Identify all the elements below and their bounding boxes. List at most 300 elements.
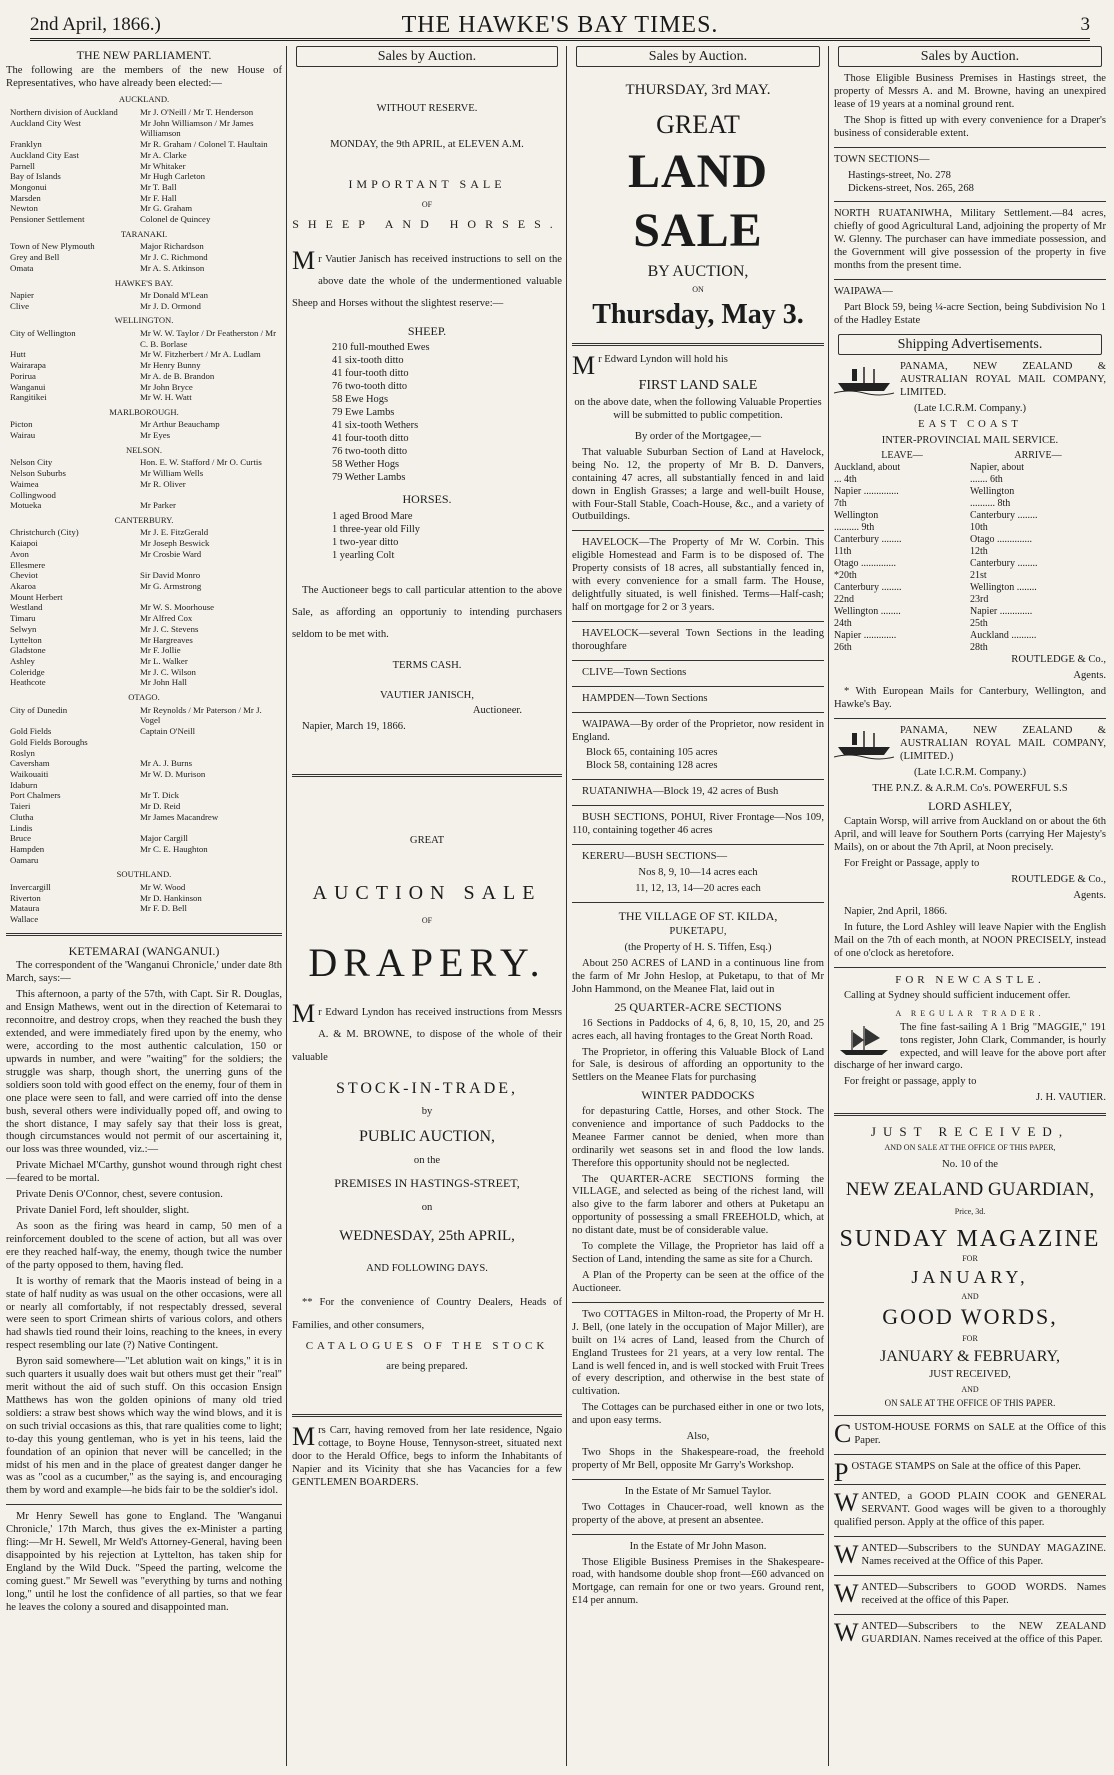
- electorate: Town of New Plymouth: [10, 241, 95, 252]
- freight-apply: For Freight or Passage, apply to: [844, 858, 980, 870]
- newspaper-title: THE HAWKE'S BAY TIMES.: [401, 12, 719, 38]
- electorate: Waimea: [10, 478, 39, 489]
- electorate: Parnell: [10, 160, 35, 171]
- leave-label: LEAVE—: [881, 450, 923, 462]
- member-row: [6, 193, 282, 204]
- divider: [572, 621, 824, 622]
- members-list: [6, 94, 282, 924]
- member-name: [140, 592, 282, 603]
- member-name: Colonel de Quincey: [140, 214, 211, 225]
- leave-row: Wellington ........ 24th: [834, 606, 901, 630]
- waipawa-blocks: [586, 747, 824, 773]
- member-name: Hon. E. W. Stafford / Mr O. Curtis: [140, 457, 262, 468]
- paddock-sections: 16 Sections in Paddocks of 4, 6, 8, 10, 15, 20, and 25 acres each, all having frontages to the Great North Road.: [572, 1017, 824, 1042]
- region-heading: WELLINGTON.: [114, 315, 174, 326]
- acres-text: About 250 ACRES of LAND in a continuous line from the farm of Mr John Heslop, at Puketapu, to that of Mr John Hammond, on the Meanee Flat, laid out in: [572, 958, 824, 996]
- member-name: Mr James Macandrew: [140, 811, 219, 822]
- electorate: Gold Fields Boroughs: [10, 736, 88, 747]
- divider: [834, 967, 1106, 968]
- member-name: Mr William Wells: [140, 468, 204, 479]
- price: Price, 3d.: [954, 1206, 986, 1216]
- signature: VAUTIER JANISCH,: [380, 689, 474, 701]
- and-label-2: AND: [961, 1385, 979, 1395]
- also-label: Also,: [686, 1431, 710, 1443]
- electorate: Auckland City West: [10, 117, 81, 128]
- column-4: [834, 46, 1106, 1766]
- member-row: [6, 613, 282, 624]
- no-10: No. 10 of the: [942, 1158, 998, 1170]
- member-name: [140, 780, 282, 791]
- electorate: Taieri: [10, 801, 31, 812]
- divider: [572, 660, 824, 661]
- horse-item: 1 yearling Colt: [332, 549, 395, 561]
- sheep-item: 58 Ewe Hogs: [332, 394, 388, 406]
- member-row: [6, 602, 282, 613]
- electorate: Grey and Bell: [10, 252, 60, 263]
- member-name: Mr W. H. Watt: [140, 392, 192, 403]
- member-name: Sir David Monro: [140, 570, 201, 581]
- for-newcastle: FOR NEWCASTLE.: [895, 973, 1045, 986]
- member-row: [6, 203, 282, 214]
- mason-text: Those Eligible Business Premises in the Shakespeare-road, with handsome double shop front—£60 advanced on Mortgage, can remain for one or two years. Ground rent, £14 per annum.: [572, 1556, 824, 1607]
- mason-estate: In the Estate of Mr John Mason.: [629, 1540, 767, 1552]
- member-name: Mr Reynolds / Mr Paterson / Mr J. Vogel: [140, 704, 262, 726]
- arrive-row: Otago .............. 12th: [970, 534, 1032, 558]
- column-divider: [828, 46, 829, 1766]
- electorate: Bruce: [10, 833, 32, 844]
- sheep-item: 41 four-tooth ditto: [332, 433, 409, 445]
- divider: [834, 1113, 1106, 1116]
- electorate: Gold Fields: [10, 726, 52, 737]
- sales-header: Sales by Auction.: [838, 46, 1102, 67]
- electorate: Christchurch (City): [10, 527, 79, 538]
- member-name: Major Cargill: [140, 833, 188, 844]
- divider: [6, 933, 282, 936]
- electorate: Marsden: [10, 192, 41, 203]
- sales-header: Sales by Auction.: [296, 46, 558, 67]
- country-dealers-note: ** For the convenience of Country Dealers, Heads of Families, and other consumers,: [292, 1297, 562, 1331]
- divider: [572, 805, 824, 806]
- january: JANUARY,: [911, 1266, 1029, 1287]
- arrive-column: [970, 462, 1106, 654]
- ketemarai-paragraph: This afternoon, a party of the 57th, with Capt. Sir R. Douglas, and Ensign Mathews, went out in the direction of Ketemarai to reconnoitre, and destroy crops, when they reached the bush they extended, and were immediately fired upon by the enemy, who were, according to the most authentic calculation, 150 or upwards in number, and were "waiting" for the soldiers; the struggle was sharp, though short, the unerring guns of the soldiers soon told with good effect on the enemy, four of them in one place were seen to fall, and were carried off into the dense bush, several others were individually poped off, and owing to the short distance, I may safely say that their loss is great, though circumstances would not permit of our ascertaining it, our loss was three wounded, viz.:—: [6, 989, 282, 1156]
- sewell-paragraph: Mr Henry Sewell has gone to England. The 'Wanganui Chronicle,' 17th March, thus gives the ex-Minister a parting fling:—Mr H. Sewell, Mr Weld's Attorney-General, having been disappointed by his rejection at Lyttelton, has taken ship for England by the Wild Duck. "Speed the parting, welcome the coming guest." Mr Sewell was "everything by turns and nothing long," until he lost the confidence of all parties, so that we fear he leaves the colony a soured and disappointed man.: [6, 1511, 282, 1613]
- havelock-corbin: HAVELOCK—The Property of Mr W. Corbin. This eligible Homestead and Farm is to be disposed of. The Property consists of 18 acres, all substantially fenced in, with every convenience for a small farm. The House, delightfully situated, is well finished. Terms—Half-cash; half on mortgage for 2 or 3 years.: [572, 537, 824, 613]
- member-name: Mr J. D. Ormond: [140, 300, 201, 311]
- arrive-row: Wellington ........ 23rd: [970, 582, 1037, 606]
- member-name: Mr Hargreaves: [140, 634, 193, 645]
- member-row: [6, 893, 282, 904]
- member-name: [140, 560, 282, 571]
- electorate: Cheviot: [10, 570, 38, 581]
- schedule-table: [834, 462, 1106, 654]
- regular-trader: A REGULAR TRADER.: [895, 1008, 1045, 1018]
- member-name: [140, 737, 282, 748]
- postage-stamps: POSTAGE STAMPS on Sale at the office of this Paper.: [834, 1457, 1081, 1487]
- electorate: Motueka: [10, 500, 42, 511]
- sheep-item: 210 full-mouthed Ewes: [332, 342, 430, 354]
- sheep-item: 76 two-tooth ditto: [332, 446, 408, 458]
- masthead: [30, 10, 1090, 41]
- member-row: [6, 844, 282, 855]
- member-row: [6, 214, 282, 225]
- member-name: [140, 748, 282, 759]
- divider: [834, 201, 1106, 202]
- column-3: [572, 46, 824, 1766]
- freight-apply-2: For freight or passage, apply to: [844, 1076, 977, 1088]
- member-name: Mr T. Ball: [140, 181, 177, 192]
- divider: [292, 774, 562, 777]
- sheep-item: 79 Wether Lambs: [332, 472, 406, 484]
- member-row: [6, 737, 282, 748]
- plan-text: A Plan of the Property can be seen at the office of the Auctioneer.: [572, 1269, 824, 1294]
- member-row: [6, 479, 282, 490]
- member-row: [6, 635, 282, 646]
- divider: [572, 844, 824, 845]
- member-row: [6, 914, 282, 925]
- member-row: [6, 624, 282, 635]
- member-row: [6, 882, 282, 893]
- member-name: Mr R. Graham / Colonel T. Haultain: [140, 139, 268, 150]
- waipawa-block: Part Block 59, being ¼-acre Section, being Subdivision No 1 of the Hadley Estate: [834, 301, 1106, 326]
- electorate: Port Chalmers: [10, 790, 61, 801]
- future-text: In future, the Lord Ashley will leave Napier with the English Mail on the 7th of each month, at NOON PRECISELY, instead of one o'clock as heretofore.: [834, 921, 1106, 959]
- electorate: Invercargill: [10, 881, 51, 892]
- electorate: Napier: [10, 289, 34, 300]
- member-row: [6, 360, 282, 371]
- winter-body: for depasturing Cattle, Horses, and other Stock. The convenience and importance of such Paddocks to the Meanee Farmer cannot be denied, when more than ordinarily wet seasons set in and flood the low lands. Therefore this opportunity should not be neglected.: [572, 1105, 824, 1169]
- member-row: [6, 161, 282, 172]
- electorate: Mongonui: [10, 181, 47, 192]
- member-row: [6, 301, 282, 312]
- signature-place: Napier, March 19, 1866.: [302, 721, 406, 733]
- jan-feb: JANUARY & FEBRUARY,: [879, 1347, 1061, 1365]
- divider: [6, 1504, 282, 1505]
- member-row: [6, 263, 282, 274]
- member-name: Mr G. Graham: [140, 203, 193, 214]
- leave-column: [834, 462, 970, 654]
- electorate: Nelson City: [10, 457, 53, 468]
- member-row: [6, 490, 282, 501]
- leave-row: Napier .............. 7th: [834, 486, 899, 510]
- member-row: [6, 290, 282, 301]
- by-label: by: [421, 1106, 433, 1118]
- member-row: [6, 560, 282, 571]
- column-1: [6, 46, 282, 1766]
- region-heading: CANTERBURY.: [114, 514, 174, 525]
- catalogues: CATALOGUES OF THE STOCK: [305, 1339, 549, 1352]
- horse-item: 1 three-year old Filly: [332, 523, 421, 535]
- member-name: Mr W. Fitzherbert / Mr A. Ludlam: [140, 349, 261, 360]
- member-name: Mr Parker: [140, 500, 176, 511]
- member-row: [6, 823, 282, 834]
- region-heading: OTAGO.: [128, 692, 160, 703]
- member-row: [6, 748, 282, 759]
- divider: [572, 712, 824, 713]
- member-row: [6, 241, 282, 252]
- divider: [834, 1454, 1106, 1455]
- member-row: [6, 252, 282, 263]
- electorate: Gladstone: [10, 645, 46, 656]
- divider: [834, 1415, 1106, 1416]
- horses-list: [332, 510, 562, 562]
- member-name: Mr Eyes: [140, 430, 171, 441]
- thursday-may: Thursday, May 3.: [592, 299, 804, 331]
- ketemarai-heading: KETEMARAI (WANGANUI.): [68, 943, 220, 958]
- member-row: [6, 801, 282, 812]
- member-row: [6, 769, 282, 780]
- being-prepared: are being prepared.: [386, 1361, 468, 1373]
- member-name: Mr W. S. Moorhouse: [140, 602, 215, 613]
- member-row: [6, 139, 282, 150]
- member-row: [6, 382, 282, 393]
- electorate: Northern division of Auckland: [10, 106, 118, 117]
- shop-text: The Shop is fitted up with every convenience for a Draper's business of considerable extent.: [834, 114, 1106, 139]
- divider: [834, 1484, 1106, 1485]
- late-icrm-2: (Late I.C.R.M. Company.): [914, 766, 1026, 778]
- bush-sections: BUSH SECTIONS, POHUI, River Frontage—Nos 109, 110, containing together 46 acres: [572, 812, 824, 837]
- electorate: Wallace: [10, 914, 39, 925]
- parliament-intro: The following are the members of the new House of Representatives, who have already been elected:—: [6, 64, 282, 89]
- just-received-2: JUST RECEIVED,: [929, 1369, 1011, 1381]
- electorate: Collingwood: [10, 489, 56, 500]
- divider: [572, 1479, 824, 1480]
- divider: [572, 902, 824, 903]
- kereru-line-2: 11, 12, 13, 14—20 acres each: [635, 882, 761, 894]
- carr-notice: Mrs Carr, having removed from her late residence, Ngaio cottage, to Boyne House, Tennyson-street, situated next door to the Herald Office, begs to inform the Inhabitants of Napier and its Vicinity that she has Vacancies for a few GENTLEMEN BOARDERS.: [292, 1422, 562, 1488]
- member-row: [6, 592, 282, 603]
- public-auction: PUBLIC AUCTION,: [358, 1128, 495, 1146]
- member-row: [6, 677, 282, 688]
- wednesday-date: WEDNESDAY, 25th APRIL,: [339, 1228, 515, 1245]
- signature-role: Auctioneer.: [472, 705, 522, 717]
- member-name: Mr G. Armstrong: [140, 581, 202, 592]
- member-name: Mr L. Walker: [140, 656, 188, 667]
- region-heading: TARANAKI.: [120, 228, 168, 239]
- wanted-sunday: WANTED—Subscribers to the SUNDAY MAGAZINE. Names received at the Office of this Paper.: [834, 1540, 1106, 1570]
- member-name: Mr W. D. Murison: [140, 769, 206, 779]
- stock-in-trade: STOCK-IN-TRADE,: [335, 1079, 519, 1097]
- electorate: Mataura: [10, 903, 40, 914]
- member-name: Mr F. D. Bell: [140, 903, 187, 914]
- member-name: Mr John Hall: [140, 677, 187, 688]
- member-row: [6, 118, 282, 139]
- arrive-label: ARRIVE—: [1014, 450, 1062, 462]
- sheep-item: 41 six-tooth Wethers: [332, 420, 419, 432]
- member-row: [6, 833, 282, 844]
- taylor-estate: In the Estate of Mr Samuel Taylor.: [624, 1485, 772, 1497]
- on-the-label: on the: [413, 1154, 441, 1166]
- issue-date: 2nd April, 1866.): [30, 14, 161, 35]
- electorate: Caversham: [10, 758, 50, 769]
- member-name: Mr John Williamson / Mr James Williamson: [140, 117, 254, 139]
- steamship-icon: [834, 363, 894, 397]
- member-name: Mr Whitaker: [140, 160, 186, 171]
- ketemarai-paragraph: Byron said somewhere—"Let ablution wait on kings," it is in such quarters it usually does wait but others must get their "real" merit without the aid of such stuff. On this occasion Ensign Matthews has won the golden opinions of many old tried soldiers: a straw best shows which way the wind blows, and it is on such trivial occasions as this, that rare qualities come to light; to-day this young gentleman, who is yet in his teens, laid the foundation of an opinion that never will be cancelled; in the midst of his men and in the place of greatest danger danger he was as "cool as a cucumber," as the saying is, and encouraging them by word and example—he bids fair to be the soldier's idol.: [6, 1356, 282, 1497]
- member-name: Mr Henry Bunny: [140, 360, 201, 371]
- arrive-row: Napier, about ....... 6th: [970, 462, 1025, 486]
- region-heading: MARLBOROUGH.: [109, 406, 179, 417]
- member-row: [6, 667, 282, 678]
- member-name: Mr A. S. Atkinson: [140, 262, 205, 273]
- sheep-item: 41 four-tooth ditto: [332, 368, 409, 380]
- leave-row: Napier ............. 26th: [834, 630, 897, 654]
- member-name: Mr Donald M'Lean: [140, 289, 209, 300]
- cottages-terms: The Cottages can be purchased either in one or two lots, and upon easy terms.: [572, 1402, 824, 1427]
- member-row: [6, 656, 282, 667]
- sailing-ship-icon: [834, 1024, 894, 1058]
- member-row: [6, 349, 282, 360]
- member-name: Mr Joseph Beswick: [140, 538, 210, 549]
- vautier: J. H. VAUTIER.: [1036, 1092, 1106, 1104]
- divider: [572, 686, 824, 687]
- electorate: Porirua: [10, 370, 36, 381]
- ketemarai-paragraph: The correspondent of the 'Wanganui Chronicle,' under date 8th March, says:—: [6, 960, 282, 985]
- land-sale-title: LAND SALE: [627, 145, 768, 257]
- member-name: Mr Crosbie Ward: [140, 548, 202, 559]
- member-name: Mr T. Dick: [140, 790, 180, 801]
- for-label: FOR: [962, 1253, 978, 1263]
- member-row: [6, 371, 282, 382]
- and-label: AND: [961, 1291, 979, 1301]
- electorate: Clutha: [10, 811, 34, 822]
- on-sale-office-2: ON SALE AT THE OFFICE OF THIS PAPER.: [884, 1398, 1056, 1409]
- member-row: [6, 171, 282, 182]
- member-name: Mr Alfred Cox: [140, 613, 193, 624]
- member-name: Mr F. Hall: [140, 192, 177, 203]
- wanted-guardian: WANTED—Subscribers to the NEW ZEALAND GUARDIAN. Names received at the office of this Paper.: [834, 1617, 1106, 1647]
- following-days: AND FOLLOWING DAYS.: [366, 1262, 488, 1274]
- mortgagee: By order of the Mortgagee,—: [634, 430, 762, 442]
- electorate: Lindis: [10, 822, 33, 833]
- member-name: Mr C. E. Haughton: [140, 844, 208, 855]
- member-row: [6, 726, 282, 737]
- electorate: Riverton: [10, 892, 41, 903]
- electorate: Bay of Islands: [10, 171, 61, 182]
- lyndon-notice: Mr Edward Lyndon has received instructions from Messrs A. & M. BROWNE, to dispose of the whole of their valuable: [292, 999, 562, 1063]
- member-name: Mr Hugh Carleton: [140, 171, 205, 182]
- clive-sections: CLIVE—Town Sections: [582, 666, 687, 678]
- electorate: Timaru: [10, 613, 36, 624]
- member-name: Mr A. de B. Brandon: [140, 370, 215, 381]
- divider: [834, 718, 1106, 719]
- hampden-sections: HAMPDEN—Town Sections: [582, 692, 708, 704]
- wanted-good-words: WANTED—Subscribers to GOOD WORDS. Names received at the office of this Paper.: [834, 1578, 1106, 1608]
- divider: [834, 279, 1106, 280]
- by-auction: BY AUCTION,: [647, 263, 749, 281]
- inter-provincial: INTER-PROVINCIAL MAIL SERVICE.: [881, 434, 1059, 446]
- lord-ashley: LORD ASHLEY,: [928, 798, 1012, 813]
- of-label: OF: [421, 199, 433, 209]
- properties-intro: on the above date, when the following Valuable Properties will be submitted to public competition.: [574, 397, 822, 421]
- kereru-head: KERERU—BUSH SECTIONS—: [582, 851, 728, 863]
- winter-paddocks: WINTER PADDOCKS: [641, 1088, 755, 1103]
- agents: Agents.: [1073, 670, 1106, 682]
- column-2: [292, 46, 562, 1766]
- member-name: Mr A. Clarke: [140, 149, 187, 160]
- horses-heading: HORSES.: [402, 492, 452, 507]
- sheep-item: 76 two-tooth ditto: [332, 381, 408, 393]
- member-row: [6, 500, 282, 511]
- electorate: Oamaru: [10, 854, 39, 865]
- havelock-section: That valuable Suburban Section of Land at Havelock, being No. 12, the property of Mr B. D. Danvers, containing 47 acres, all substantially fenced in and laid down in English Grasses; a large and well-built House, with Four-Stall Stable, Coach-House, &c., and a variety of Outbuildings.: [572, 446, 824, 523]
- member-name: Mr D. Hankinson: [140, 892, 202, 903]
- first-land-sale: FIRST LAND SALE: [638, 378, 758, 393]
- member-name: Captain O'Neill: [140, 726, 196, 737]
- divider: [834, 147, 1106, 148]
- leave-row: Otago .............. *20th: [834, 558, 896, 582]
- sheep-list: [332, 341, 562, 484]
- havelock-town: HAVELOCK—several Town Sections in the leading thoroughfare: [572, 627, 824, 652]
- electorate: Wanganui: [10, 381, 46, 392]
- sunday-magazine: SUNDAY MAGAZINE: [839, 1225, 1101, 1252]
- town-sections: TOWN SECTIONS—: [834, 153, 930, 165]
- sale-title-2: SHEEP AND HORSES.: [292, 217, 562, 232]
- town-item: Hastings-street, No. 278: [848, 169, 951, 181]
- member-row: [6, 570, 282, 581]
- electorate: Hutt: [10, 349, 26, 360]
- member-row: [6, 812, 282, 823]
- column-divider: [286, 46, 287, 1766]
- electorate: Picton: [10, 419, 33, 430]
- great-label: GREAT: [656, 110, 740, 140]
- shipping-header: Shipping Advertisements.: [838, 334, 1102, 355]
- custom-house-forms: CUSTOM-HOUSE FORMS on SALE at the Office of this Paper.: [834, 1419, 1106, 1449]
- premises-line: PREMISES IN HASTINGS-STREET,: [334, 1175, 520, 1190]
- member-name: [140, 823, 282, 834]
- sheep-heading: SHEEP.: [407, 323, 447, 338]
- electorate: Mount Herbert: [10, 591, 63, 602]
- lyndon-hold: Mr Edward Lyndon will hold his: [572, 350, 728, 380]
- member-row: [6, 527, 282, 538]
- taylor-text: Two Cottages in Chaucer-road, well known as the property of the above, at present an absentee.: [572, 1501, 824, 1526]
- town-item: Dickens-street, Nos. 265, 268: [848, 182, 974, 194]
- north-ruataniwha: NORTH RUATANIWHA, Military Settlement.—84 acres, chiefly of good Agricultural Land, adjoining the property of Mr W. Glenny. The purchaser can have immediate possession, and the Government will give possession of the property in five months from the present time.: [834, 208, 1106, 272]
- routledge-2: ROUTLEDGE & Co.,: [1011, 874, 1106, 886]
- member-name: Mr W. W. Taylor / Dr Featherston / Mr C. B. Borlase: [140, 327, 277, 349]
- leave-row: Canterbury ........ 22nd: [834, 582, 902, 606]
- late-icrm: (Late I.C.R.M. Company.): [914, 402, 1026, 414]
- member-row: [6, 150, 282, 161]
- sheep-item: 79 Ewe Lambs: [332, 407, 395, 419]
- divider: [572, 343, 824, 346]
- horse-item: 1 two-year ditto: [332, 536, 399, 548]
- member-row: [6, 538, 282, 549]
- region-heading: HAWKE'S BAY.: [114, 277, 174, 288]
- electorate: Newton: [10, 203, 38, 214]
- member-row: [6, 182, 282, 193]
- member-row: [6, 549, 282, 560]
- electorate: Wairarapa: [10, 360, 46, 371]
- electorate: Kaiapoi: [10, 538, 38, 549]
- member-row: [6, 392, 282, 403]
- member-name: Mr F. Jollie: [140, 645, 181, 656]
- without-reserve: WITHOUT RESERVE.: [376, 103, 478, 115]
- member-name: [140, 855, 282, 866]
- member-name: Mr D. Reid: [140, 801, 181, 812]
- member-row: [6, 903, 282, 914]
- sheep-item: 58 Wether Hogs: [332, 459, 400, 471]
- quarter-acre: 25 QUARTER-ACRE SECTIONS: [614, 1000, 782, 1015]
- member-name: Mr Arthur Beauchamp: [140, 419, 220, 430]
- region-heading: NELSON.: [125, 444, 163, 455]
- on-label: on: [421, 1202, 433, 1214]
- electorate: Clive: [10, 300, 30, 311]
- for-label-2: FOR: [962, 1334, 978, 1344]
- sale-date: MONDAY, the 9th APRIL, at ELEVEN A.M.: [330, 139, 524, 150]
- agents-2: Agents.: [1073, 889, 1106, 901]
- auction-sale: AUCTION SALE: [312, 882, 542, 905]
